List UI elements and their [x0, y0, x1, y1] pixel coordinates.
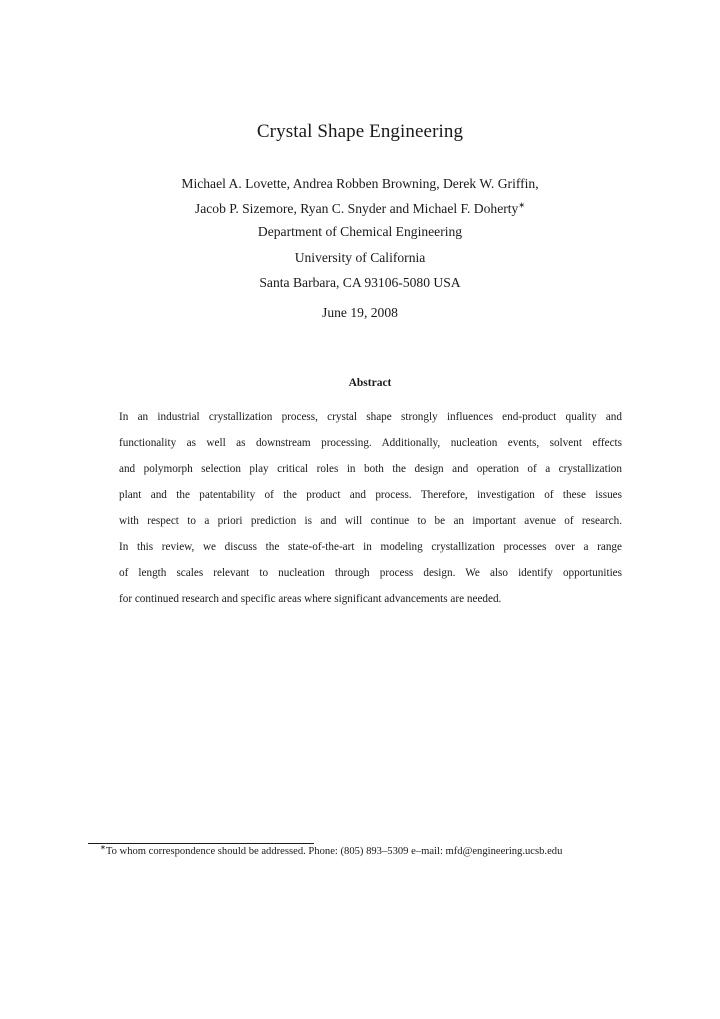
authors-line-1: Michael A. Lovette, Andrea Robben Browning, Derek W. Griffin, [181, 176, 539, 191]
paper-date: June 19, 2008 [322, 305, 398, 320]
abstract-heading: Abstract [348, 377, 392, 389]
abstract-line: plant and the patentability of the product and process. Therefore, investigation of these issues [119, 489, 622, 501]
abstract-line: In an industrial crystallization process, crystal shape strongly influences end-product quality and [119, 411, 622, 423]
abstract-body [119, 404, 622, 612]
abstract-line: for continued research and specific areas where significant advancements are needed. [119, 593, 502, 605]
footnote-rule [88, 843, 314, 844]
footnote-mark: ∗ [100, 843, 106, 852]
corresponding-author-mark: ∗ [518, 200, 526, 210]
abstract-line: with respect to a priori prediction is and will continue to be an important avenue of research. [119, 515, 622, 527]
footnote-text: To whom correspondence should be addressed. Phone: (805) 893–5309 e–mail: mfd@engineering.ucsb.edu [105, 846, 563, 857]
authors-line-2 [0, 201, 720, 217]
footnote [100, 843, 630, 857]
abstract-line: of length scales relevant to nucleation through process design. We also identify opportunities [119, 567, 622, 579]
university: University of California [294, 250, 426, 265]
abstract-line: In this review, we discuss the state-of-the-art in modeling crystallization processes over a range [119, 541, 622, 553]
address: Santa Barbara, CA 93106-5080 USA [259, 275, 461, 290]
paper-title: Crystal Shape Engineering [256, 121, 464, 142]
department: Department of Chemical Engineering [257, 224, 463, 239]
abstract-line: functionality as well as downstream processing. Additionally, nucleation events, solvent effects [119, 437, 622, 449]
authors-line-2-text: Jacob P. Sizemore, Ryan C. Snyder and Michael F. Doherty [194, 201, 519, 216]
abstract-line: and polymorph selection play critical roles in both the design and operation of a crystallization [119, 463, 622, 475]
